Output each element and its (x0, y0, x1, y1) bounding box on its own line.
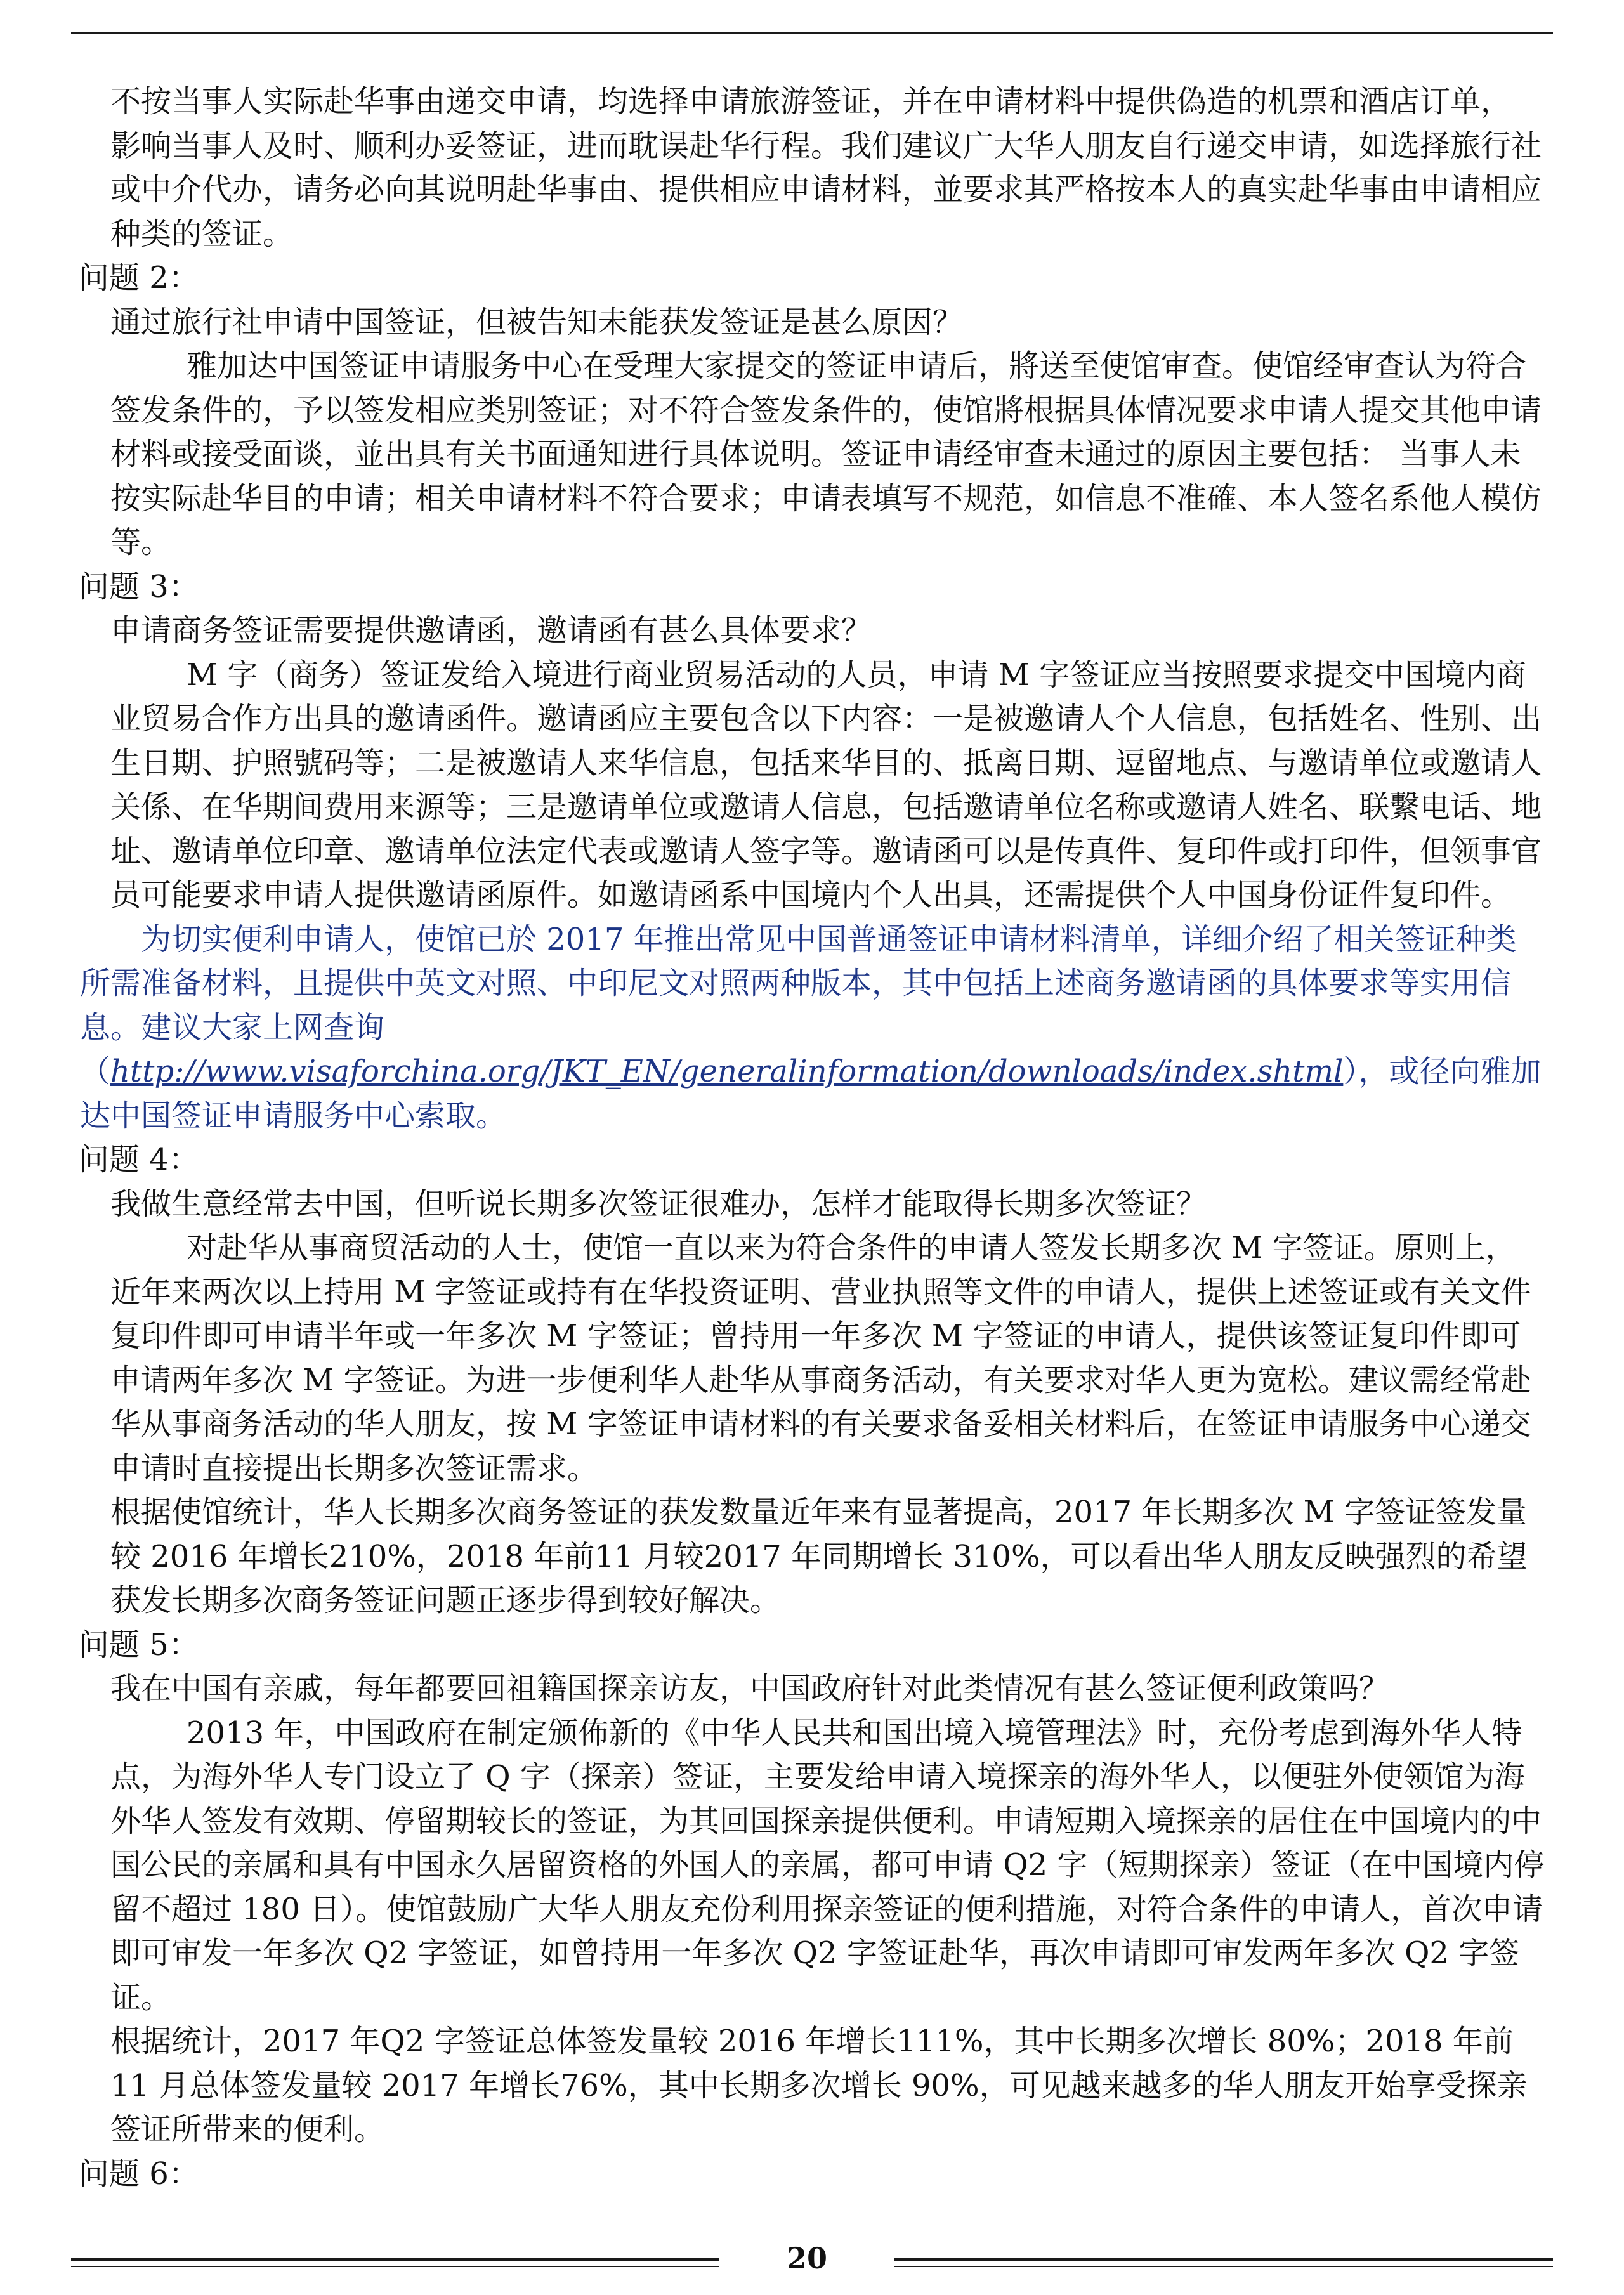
answer-paragraph: 对赴华从事商贸活动的人士，使馆一直以来为符合条件的申请人签发长期多次 M 字签证。原则上，近年来两次以上持用 M 字签证或持有在华投资证明、营业执照等文件的申请人，提供上述签证或有关文件复印件即可申请半年或一年多次 M 字签证；曾持用一年多次 M 字签证的申请人，提供该签证复印件即可申请两年多次 M 字签证。为进一步便利华人赴华从事商务活动，有关要求对华人更为宽松。建议需经常赴华从事商务活动的华人朋友，按 M 字签证申请材料的有关要求备妥相关材料后，在签证申请服务中心递交申请时直接提出长期多次签证需求。 (110, 1230, 1531, 1486)
question-heading: 问题 6： (79, 2155, 199, 2192)
note-text: 为切实便利申请人，使馆已於 2017 年推出常见中国普通签证申请材料清单，详细介绍了相关签证种类所需准备材料，且提供中英文对照、中印尼文对照两种版本，其中包括上述商务邀请函的具体要求等实用信息。建议大家上网查询（ (80, 921, 1517, 1089)
footer-rule-right-thin (894, 2266, 1553, 2267)
footer-rule-right (894, 2258, 1553, 2261)
paragraph: 不按当事人实际赴华事由递交申请，均选择申请旅游签证，并在申请材料中提供偽造的机票和酒店订单， 影响当事人及时、顺利办妥签证，进而耽误赴华行程。我们建议广大华人朋友自行递交申请，如选择旅行社或中介代办，请务必向其说明赴华事由、提供相应申请材料，並要求其严格按本人的真实赴华事由申请相应种类的签证。 (110, 84, 1542, 252)
statistics-paragraph: 根据统计，2017 年Q2 字签证总体签发量较 2016 年增长111%，其中长期多次增长 80%；2018 年前11 月总体签发量较 2017 年增长76%，其中长期多次增长 90%，可见越来越多的华人朋友开始享受探亲签证所带来的便利。 (110, 2024, 1528, 2147)
highlighted-note (80, 918, 1545, 1139)
statistics-paragraph: 根据使馆统计，华人长期多次商务签证的获发数量近年来有显著提高，2017 年长期多次 M 字签证签发量较 2016 年增长210%，2018 年前11 月较2017 年同期增长 310%，可以看出华人朋友反映强烈的希望获发长期多次商务签证问题正逐步得到较好解决。 (110, 1494, 1528, 1618)
question-heading: 问题 3： (79, 568, 199, 605)
question-heading: 问题 5： (79, 1626, 199, 1663)
question-heading: 问题 4： (79, 1142, 199, 1177)
footer-rule-left (71, 2258, 719, 2261)
visa-link[interactable]: http://www.visaforchina.org/JKT_EN/generalinformation/downloads/index.shtml (110, 1054, 1344, 1089)
page-body (80, 80, 1545, 2196)
question-text: 通过旅行社申请中国签证，但被告知未能获发签证是甚么原因？ (110, 304, 964, 340)
question-text: 我做生意经常去中国，但听说长期多次签证很难办，怎样才能取得长期多次签证？ (110, 1186, 1207, 1222)
question-text: 申请商务签证需要提供邀请函，邀请函有甚么具体要求？ (110, 613, 872, 648)
page-number: 20 (786, 2241, 827, 2275)
note-text-end: ），或径向雅加达中国签证申请服务中心索取。 (80, 1054, 1542, 1134)
answer-paragraph: 2013 年，中国政府在制定颁佈新的《中华人民共和国出境入境管理法》时，充份考虑到海外华人特点，为海外华人专门设立了 Q 字（探亲）签证，主要发给申请入境探亲的海外华人，以便驻外使领馆为海外华人签发有效期、停留期较长的签证，为其回国探亲提供便利。申请短期入境探亲的居住在中国境内的中国公民的亲属和具有中国永久居留资格的外国人的亲属，都可申请 Q2 字（短期探亲）签证（在中国境内停留不超过 180 日）。使馆鼓励广大华人朋友充份利用探亲签证的便利措施，对符合条件的申请人，首次申请即可审发一年多次 Q2 字签证，如曾持用一年多次 Q2 字签证赴华，再次申请即可审发两年多次 Q2 字签证。 (110, 1715, 1545, 2015)
answer-paragraph: 雅加达中国签证申请服务中心在受理大家提交的签证申请后，將送至使馆审查。使馆经审查认为符合签发条件的，予以签发相应类别签证；对不符合签发条件的，使馆將根据具体情况要求申请人提交其他申请材料或接受面谈，並出具有关书面通知进行具体说明。签证申请经审查未通过的原因主要包括： 当事人未按实际赴华目的申请；相关申请材料不符合要求；申请表填写不规范，如信息不准確、本人签名系他人模仿等。 (110, 348, 1542, 560)
question-text: 我在中国有亲戚，每年都要回祖籍国探亲访友，中国政府针对此类情况有甚么签证便利政策吗？ (110, 1671, 1390, 1706)
answer-paragraph: M 字（商务）签证发给入境进行商业贸易活动的人员，申请 M 字签证应当按照要求提交中国境内商业贸易合作方出具的邀请函件。邀请函应主要包含以下内容：一是被邀请人个人信息，包括姓名、性别、出生日期、护照號码等；二是被邀请人来华信息，包括来华目的、抵离日期、逗留地点、与邀请单位或邀请人关係、在华期间费用来源等；三是邀请单位或邀请人信息，包括邀请单位名称或邀请人姓名、联繫电话、地址、邀请单位印章、邀请单位法定代表或邀请人签字等。邀请函可以是传真件、复印件或打印件，但领事官员可能要求申请人提供邀请函原件。如邀请函系中国境内个人出具，还需提供个人中国身份证件复印件。 (110, 657, 1542, 913)
footer-rule-left-thin (71, 2266, 719, 2267)
header-rule (71, 32, 1553, 34)
question-heading: 问题 2： (79, 260, 199, 296)
